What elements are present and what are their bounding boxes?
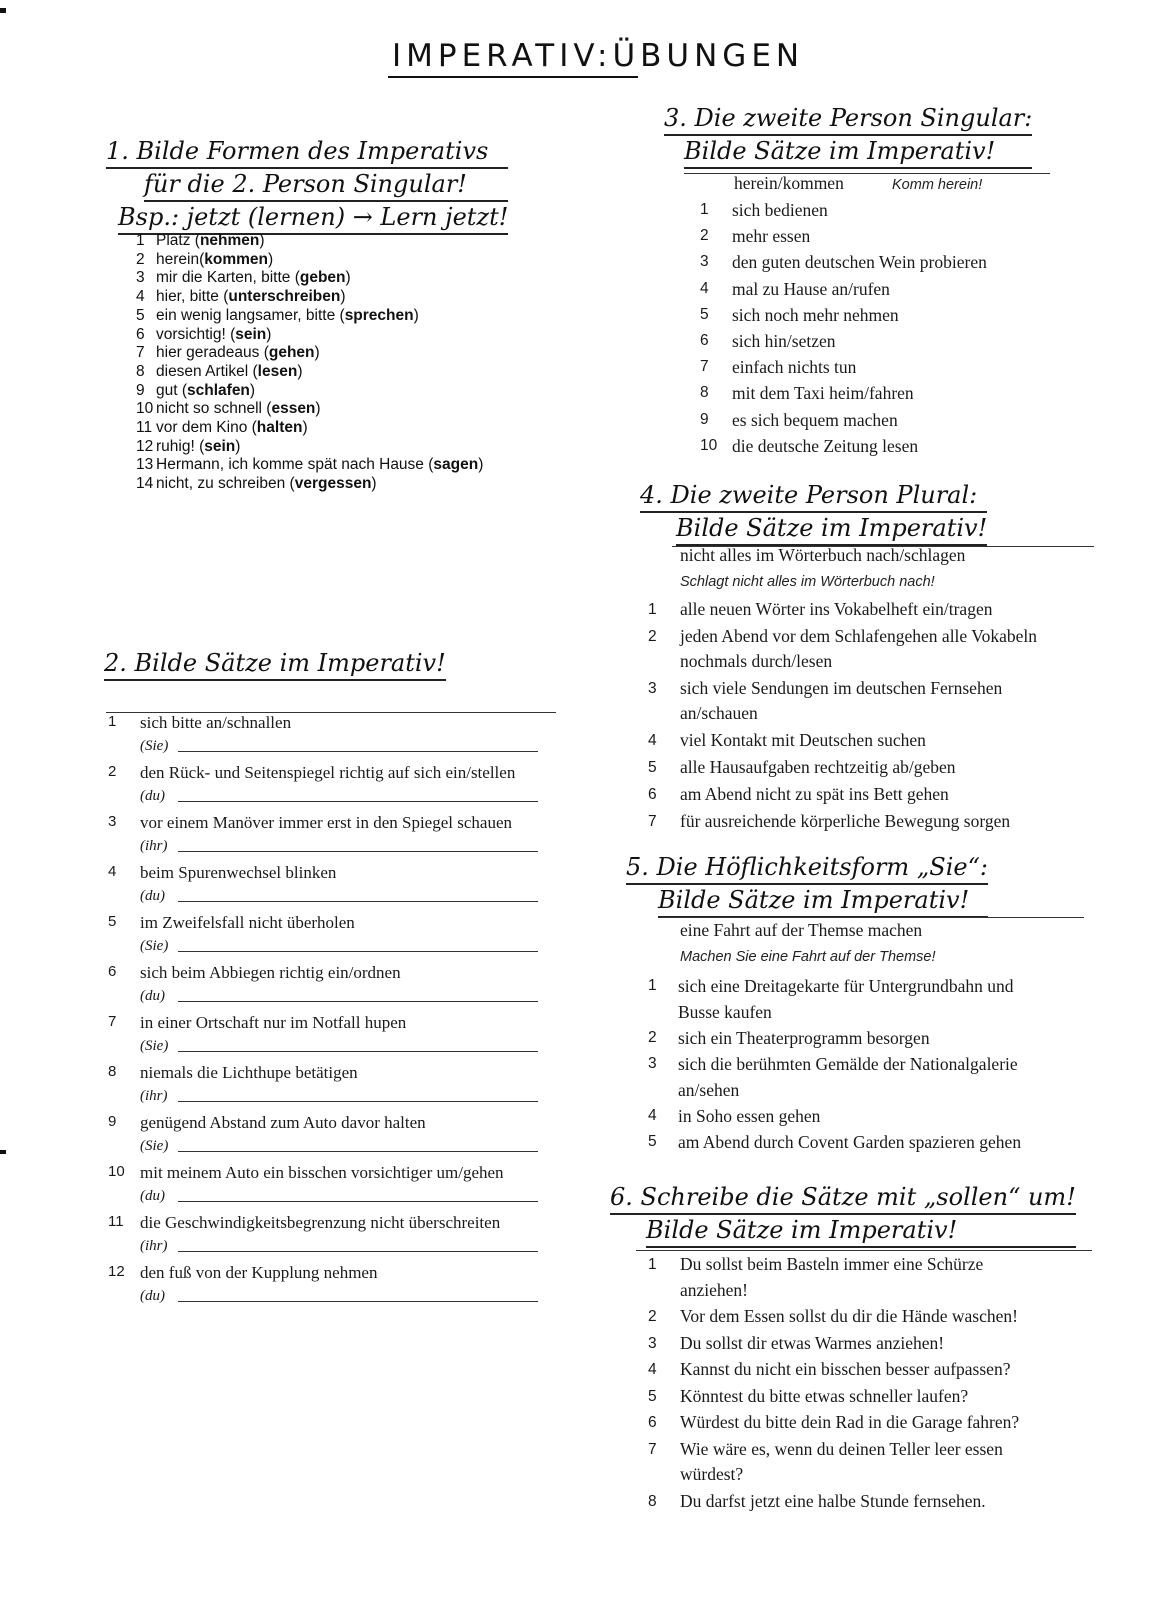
item-number: 11 (136, 419, 153, 437)
item-number: 7 (648, 813, 657, 830)
item-text: Du sollst dir etwas Warmes anziehen! (680, 1332, 945, 1353)
ex2-item (108, 1062, 538, 1106)
pronoun-hint: (Sie) (140, 738, 169, 754)
ex5-heading-line: 5. Die Höflichkeitsform „Sie“: (626, 852, 988, 885)
item-number: 5 (108, 913, 117, 930)
ex3-item (700, 433, 987, 459)
ex6-item (648, 1384, 1019, 1410)
ex5-item-list (648, 973, 1021, 1155)
item-text: sich viele Sendungen im deutschen Fernsehen (680, 678, 1003, 698)
item-text: Vor dem Essen sollst du dir die Hände waschen! (680, 1306, 1018, 1326)
ex2-heading (104, 648, 446, 681)
item-number: 3 (700, 253, 709, 271)
item-text: nicht so schnell ( (156, 400, 272, 418)
item-text: hier, bitte ( (156, 288, 229, 306)
ex3-example: herein/kommen (734, 173, 844, 193)
answer-line (178, 837, 538, 852)
item-text: alle neuen Wörter ins Vokabelheft ein/tragen (680, 599, 993, 619)
ex3-item (700, 354, 987, 380)
ex6-item (648, 1437, 1019, 1488)
item-number: 10 (108, 1163, 125, 1180)
item-number: 5 (648, 1133, 657, 1150)
answer-row (140, 786, 538, 806)
item-number: 8 (108, 1063, 117, 1080)
item-text: im Zweifelsfall nicht überholen (140, 913, 355, 932)
ex5-item (648, 973, 1021, 1025)
ex2-item (108, 1112, 538, 1156)
item-text: die deutsche Zeitung lesen (732, 435, 919, 456)
item-text: vor einem Manöver immer erst in den Spiegel schauen (140, 813, 512, 832)
ex6-heading-line: Bilde Sätze im Imperativ! (646, 1215, 1076, 1248)
item-number: 1 (108, 713, 117, 730)
item-text: Platz ( (156, 232, 200, 249)
ex2-item (108, 762, 538, 806)
item-text: ) (340, 288, 346, 306)
ex4-item-list (648, 597, 1037, 836)
item-text: am Abend nicht zu spät ins Bett gehen (680, 784, 949, 804)
ex4-item (648, 624, 1037, 674)
ex3-heading-line: 3. Die zweite Person Singular: (664, 103, 1032, 136)
item-text: sich beim Abbiegen richtig ein/ordnen (140, 963, 401, 982)
item-number: 4 (648, 732, 657, 749)
item-number: 1 (648, 601, 657, 618)
answer-row (140, 936, 538, 956)
item-number: 8 (700, 384, 709, 402)
item-text: den Rück- und Seitenspiegel richtig auf sich ein/stellen (140, 763, 516, 782)
ex1-item (136, 326, 483, 345)
answer-row (140, 1086, 538, 1106)
item-text: am Abend durch Covent Garden spazieren gehen (678, 1132, 1022, 1152)
item-number: 3 (648, 1055, 657, 1072)
ex3-item (700, 302, 987, 328)
ex3-item (700, 223, 987, 249)
item-number: 13 (136, 456, 154, 474)
ex2-item (108, 1212, 538, 1256)
item-text: mehr essen (732, 226, 811, 247)
item-number: 12 (108, 1263, 125, 1280)
ex2-item (108, 962, 538, 1006)
item-text: sich eine Dreitagekarte für Untergrundbahn und (678, 976, 1014, 996)
ex1-item (136, 419, 483, 438)
ex5-item (648, 1051, 1021, 1103)
ex5-rule (660, 917, 1084, 918)
item-number: 7 (108, 1013, 117, 1030)
item-number: 2 (648, 1308, 657, 1325)
answer-line (178, 1187, 538, 1202)
ex6-item (648, 1357, 1019, 1383)
scan-edge-mark (0, 1150, 6, 1154)
pronoun-hint: (du) (140, 1288, 165, 1304)
item-number: 1 (136, 232, 145, 249)
item-text: hier geradeaus ( (156, 344, 269, 362)
item-text: Du sollst beim Basteln immer eine Schürze (680, 1254, 984, 1274)
item-text: genügend Abstand zum Auto davor halten (140, 1113, 426, 1132)
item-number: 10 (136, 400, 154, 418)
item-text: sich noch mehr nehmen (732, 304, 899, 325)
item-text: ) (266, 325, 272, 343)
item-text: den guten deutschen Wein probieren (732, 252, 987, 273)
answer-line (178, 937, 538, 952)
ex1-item (136, 307, 483, 326)
item-text: anziehen! (680, 1279, 749, 1300)
item-text: sich hin/setzen (732, 330, 836, 351)
ex5-example: eine Fahrt auf der Themse machen (680, 920, 923, 940)
ex1-item (136, 456, 483, 475)
ex2-heading-line: 2. Bilde Sätze im Imperativ! (104, 648, 446, 681)
item-text: an/sehen (678, 1080, 740, 1100)
item-text: Hermann, ich komme spät nach Hause ( (156, 456, 434, 474)
item-number: 6 (648, 1414, 657, 1431)
item-text: ) (249, 381, 256, 399)
ex3-example-answer: Komm herein! (892, 177, 983, 193)
item-text: mit meinem Auto ein bisschen vorsichtiger um/gehen (140, 1163, 504, 1182)
item-number: 5 (648, 759, 657, 776)
item-text: ein wenig langsamer, bitte ( (156, 306, 345, 324)
ex6-heading (610, 1182, 1076, 1248)
ex1-item (136, 344, 483, 363)
answer-line (178, 1237, 538, 1252)
ex4-item (648, 597, 1037, 622)
item-text: herein( (156, 250, 205, 268)
ex5-heading (626, 852, 988, 918)
item-number: 9 (108, 1113, 117, 1130)
ex1-item (136, 232, 483, 251)
ex1-heading-line: für die 2. Person Singular! (144, 169, 508, 202)
ex4-item (648, 782, 1037, 807)
item-number: 3 (648, 680, 657, 697)
ex6-rule (636, 1250, 1092, 1251)
pronoun-hint: (ihr) (140, 1088, 168, 1104)
pronoun-hint: (du) (140, 1188, 165, 1204)
pronoun-hint: (du) (140, 888, 165, 904)
ex2-item (108, 1262, 538, 1306)
item-text: sich bitte an/schnallen (140, 713, 292, 732)
item-verb: lesen (257, 362, 298, 380)
item-text: ) (268, 250, 274, 268)
item-number: 4 (648, 1107, 657, 1124)
item-number: 1 (700, 201, 709, 218)
answer-row (140, 1286, 538, 1306)
item-number: 2 (136, 250, 145, 268)
answer-line (178, 787, 538, 802)
ex3-item (700, 276, 987, 302)
answer-line (178, 1287, 538, 1302)
item-number: 9 (136, 381, 145, 399)
answer-line (178, 1137, 538, 1152)
ex1-item (136, 269, 483, 288)
title-underline (388, 76, 638, 78)
item-number: 6 (648, 786, 657, 803)
item-text: den fuß von der Kupplung nehmen (140, 1263, 378, 1282)
ex2-item (108, 712, 538, 756)
item-number: 7 (700, 358, 709, 376)
item-verb: schlafen (187, 381, 250, 399)
item-text: die Geschwindigkeitsbegrenzung nicht überschreiten (140, 1213, 501, 1232)
ex4-heading-line: Bilde Sätze im Imperativ! (676, 513, 987, 546)
pronoun-hint: (du) (140, 788, 165, 804)
ex2-item (108, 1012, 538, 1056)
ex2-item-list (108, 712, 538, 1312)
pronoun-hint: (ihr) (140, 1238, 168, 1254)
pronoun-hint: (ihr) (140, 838, 168, 854)
item-verb: gehen (268, 344, 315, 362)
ex4-item (648, 809, 1037, 834)
item-text: in Soho essen gehen (678, 1106, 821, 1126)
item-text: ) (413, 306, 419, 324)
item-verb: nehmen (199, 232, 260, 249)
item-text: viel Kontakt mit Deutschen suchen (680, 730, 926, 750)
item-verb: unterschreiben (228, 288, 341, 306)
ex1-item (136, 382, 483, 401)
answer-line (178, 1087, 538, 1102)
item-number: 7 (648, 1440, 657, 1458)
ex3-item-list (700, 197, 987, 459)
item-text: mit dem Taxi heim/fahren (732, 383, 914, 404)
item-text: gut ( (156, 381, 188, 399)
item-text: Kannst du nicht ein bisschen besser aufpassen? (680, 1359, 1011, 1379)
item-text: niemals die Lichthupe betätigen (140, 1063, 358, 1082)
item-number: 6 (136, 325, 145, 343)
pronoun-hint: (Sie) (140, 1138, 169, 1154)
ex2-item (108, 912, 538, 956)
item-text: ruhig! ( (156, 437, 205, 455)
item-text: es sich bequem machen (732, 409, 898, 430)
item-verb: sein (235, 325, 267, 343)
item-number: 2 (108, 763, 117, 780)
ex1-heading-line: 1. Bilde Formen des Imperativs (106, 136, 508, 169)
item-text: ) (314, 344, 320, 362)
ex6-heading-line: 6. Schreibe die Sätze mit „sollen“ um! (610, 1182, 1076, 1215)
ex1-heading (106, 136, 508, 235)
item-text: sich ein Theaterprogramm besorgen (678, 1028, 930, 1048)
item-number: 10 (700, 436, 718, 454)
item-text: Busse kaufen (678, 1002, 772, 1022)
ex1-item (136, 363, 483, 382)
item-text: ) (297, 362, 303, 380)
answer-row (140, 886, 538, 906)
ex1-example-line: Bsp.: jetzt (lernen) → Lern jetzt! (118, 202, 508, 235)
ex4-item (648, 728, 1037, 753)
item-text: in einer Ortschaft nur im Notfall hupen (140, 1013, 407, 1032)
answer-row (140, 1136, 538, 1156)
ex5-item (648, 1103, 1021, 1129)
ex3-item (700, 380, 987, 406)
pronoun-hint: (Sie) (140, 938, 169, 954)
ex4-heading (640, 480, 987, 546)
ex6-item (648, 1252, 1019, 1303)
answer-line (178, 1037, 538, 1052)
ex1-item-list (136, 232, 483, 494)
item-number: 5 (136, 306, 145, 324)
item-number: 3 (648, 1334, 657, 1352)
ex3-item (700, 249, 987, 275)
item-number: 12 (136, 437, 154, 455)
item-text: Würdest du bitte dein Rad in die Garage fahren? (680, 1412, 1020, 1432)
ex2-item (108, 812, 538, 856)
item-text: ) (302, 419, 308, 437)
ex3-heading (664, 103, 1032, 169)
pronoun-hint: (Sie) (140, 1038, 169, 1054)
item-text: alle Hausaufgaben rechtzeitig ab/geben (680, 757, 956, 777)
item-number: 4 (136, 288, 145, 306)
item-number: 6 (700, 331, 709, 349)
item-number: 8 (136, 362, 145, 380)
item-text: Könntest du bitte etwas schneller laufen? (680, 1385, 969, 1406)
ex5-item (648, 1129, 1021, 1155)
item-number: 9 (700, 410, 709, 428)
item-number: 5 (700, 305, 709, 323)
answer-row (140, 986, 538, 1006)
answer-line (178, 737, 538, 752)
pronoun-hint: (du) (140, 988, 165, 1004)
ex6-item (648, 1489, 1019, 1515)
item-number: 3 (108, 813, 117, 830)
answer-line (178, 987, 538, 1002)
item-text: ) (478, 456, 484, 474)
ex3-item (700, 197, 987, 223)
item-text: nicht, zu schreiben ( (156, 475, 295, 493)
item-text: mir die Karten, bitte ( (156, 269, 300, 287)
item-number: 3 (136, 269, 145, 287)
answer-row (140, 1186, 538, 1206)
item-text: beim Spurenwechsel blinken (140, 863, 337, 882)
item-number: 2 (648, 628, 657, 645)
ex4-example: nicht alles im Wörterbuch nach/schlagen (680, 545, 966, 565)
item-number: 8 (648, 1492, 657, 1510)
scan-edge-mark (0, 8, 6, 13)
item-number: 4 (648, 1361, 657, 1378)
answer-row (140, 1236, 538, 1256)
item-text: vor dem Kino ( (156, 419, 257, 437)
answer-row (140, 736, 538, 756)
item-verb: vergessen (294, 475, 372, 493)
ex4-example-answer: Schlagt nicht alles im Wörterbuch nach! (680, 574, 935, 590)
item-text: nochmals durch/lesen (680, 651, 833, 671)
answer-row (140, 836, 538, 856)
item-verb: kommen (204, 250, 268, 268)
ex5-item (648, 1025, 1021, 1051)
item-number: 2 (700, 227, 709, 245)
ex6-item (648, 1304, 1019, 1330)
item-number: 2 (648, 1029, 657, 1046)
item-number: 1 (648, 1256, 657, 1273)
ex1-item (136, 251, 483, 270)
item-number: 4 (108, 863, 117, 880)
ex2-item (108, 862, 538, 906)
ex5-heading-line: Bilde Sätze im Imperativ! (658, 885, 988, 918)
ex2-item (108, 1162, 538, 1206)
item-text: Wie wäre es, wenn du deinen Teller leer essen (680, 1438, 1003, 1459)
item-text: vorsichtig! ( (156, 325, 236, 343)
page-title: IMPERATIV:ÜBUNGEN (392, 38, 805, 74)
item-number: 1 (648, 977, 657, 994)
item-text: mal zu Hause an/rufen (732, 278, 890, 299)
ex6-item (648, 1331, 1019, 1357)
item-verb: essen (271, 400, 316, 418)
item-number: 4 (700, 279, 709, 297)
answer-line (178, 887, 538, 902)
item-number: 14 (136, 475, 154, 493)
answer-row (140, 1036, 538, 1056)
item-verb: sein (204, 437, 236, 455)
item-text: sich bedienen (732, 200, 828, 220)
item-text: ) (235, 437, 241, 455)
item-verb: sagen (433, 456, 479, 474)
item-text: an/schauen (680, 703, 758, 723)
ex1-item (136, 288, 483, 307)
item-text: für ausreichende körperliche Bewegung sorgen (680, 811, 1011, 831)
item-number: 6 (108, 963, 117, 980)
item-text: jeden Abend vor dem Schlafengehen alle Vokabeln (680, 626, 1038, 646)
ex4-item (648, 755, 1037, 780)
ex3-heading-line: Bilde Sätze im Imperativ! (684, 136, 1032, 169)
ex1-item (136, 438, 483, 457)
ex4-item (648, 676, 1037, 726)
item-number: 5 (648, 1387, 657, 1405)
item-number: 7 (136, 344, 145, 362)
ex6-item (648, 1410, 1019, 1436)
item-text: Du darfst jetzt eine halbe Stunde fernsehen. (680, 1490, 986, 1511)
ex1-item (136, 400, 483, 419)
item-number: 11 (108, 1213, 124, 1230)
item-text: ) (315, 400, 321, 418)
item-verb: halten (256, 419, 303, 437)
item-text: ) (345, 269, 351, 287)
ex5-example-answer: Machen Sie eine Fahrt auf der Themse! (680, 949, 936, 965)
ex1-item (136, 475, 483, 494)
item-text: ) (259, 232, 265, 249)
ex4-heading-line: 4. Die zweite Person Plural: (640, 480, 987, 513)
item-verb: geben (299, 269, 346, 287)
item-verb: sprechen (344, 306, 414, 324)
item-text: sich die berühmten Gemälde der Nationalgalerie (678, 1054, 1018, 1074)
item-text: einfach nichts tun (732, 357, 857, 378)
item-text: würdest? (680, 1464, 744, 1484)
ex6-item-list (648, 1252, 1019, 1515)
ex3-item (700, 407, 987, 433)
item-text: ) (371, 475, 377, 493)
ex3-item (700, 328, 987, 354)
item-text: diesen Artikel ( (156, 362, 258, 380)
